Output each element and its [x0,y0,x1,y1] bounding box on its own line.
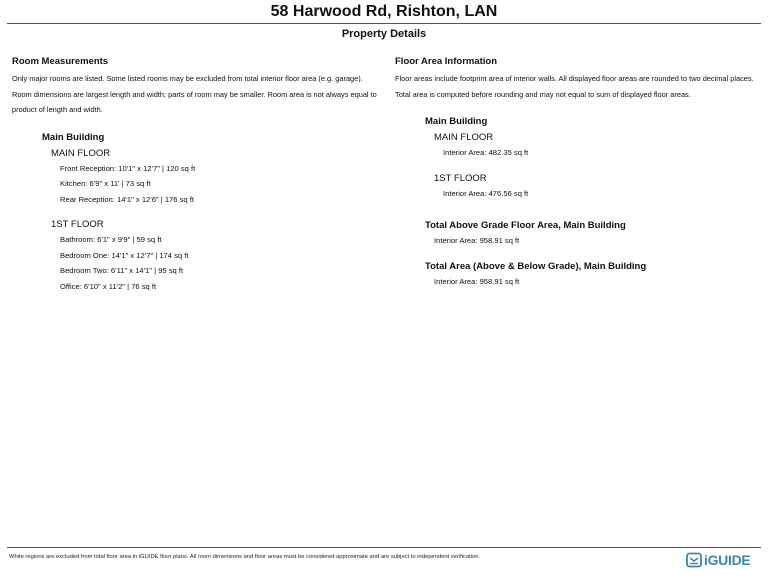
total-above-grade-value: Interior Area: 958.91 sq ft [434,236,520,245]
page-title: 58 Harwood Rd, Rishton, LAN [270,3,498,20]
room-measurements-heading: Room Measurements [12,56,109,67]
floor-area-heading: Floor Area Information [395,56,498,67]
room-item: Front Reception: 10'1" x 12'7" | 120 sq ft [60,163,196,173]
floor-heading-1st: 1ST FLOOR [51,219,104,230]
room-measurements-description: Only major rooms are listed. Some listed rooms may be excluded from total interior floor area (e.g. garage). Room dimensions are largest length and width; parts of room may be smaller. Room area is not always equal to product of length and width. [12,74,377,114]
floor-heading-main: MAIN FLOOR [51,147,111,159]
iguide-logo-text: iGUIDE [704,552,751,568]
iguide-logo [686,549,750,571]
total-above-grade-heading: Total Above Grade Floor Area, Main Building [425,220,626,231]
room-item: Bedroom Two: 6'11" x 14'1" | 95 sq ft [60,266,184,275]
room-item: Kitchen: 6'9" x 11' | 73 sq ft [60,179,151,188]
floor-area-value: Interior Area: 476.56 sq ft [443,188,529,198]
floor-area-description: Floor areas include footprint area of interior walls. All displayed floor areas are rounded to two decimal places. Total area is computed before rounding and may not equal to sum of displayed floor areas. [395,74,754,99]
total-area-value: Interior Area: 958.91 sq ft [434,277,520,286]
building-heading: Main Building [425,116,488,127]
header-divider [7,23,761,24]
building-heading: Main Building [42,131,105,143]
room-item: Office: 6'10" x 11'2" | 76 sq ft [60,281,157,291]
floor-heading-main: MAIN FLOOR [434,132,494,143]
floor-area-section [395,56,765,289]
iguide-logo-icon [686,552,702,568]
room-measurements-section [12,56,382,294]
footer-divider [7,547,761,548]
room-item: Bathroom: 6'1" x 9'9" | 59 sq ft [60,235,162,244]
footer-note: White regions are excluded from total floor area in iGUIDE floor plans. All room dimensions and floor areas must be considered approximate and are subject to independent verification. [9,554,481,560]
room-item: Bedroom One: 14'1" x 12'7" | 174 sq ft [60,250,189,260]
floor-heading-1st: 1ST FLOOR [434,172,487,184]
room-item: Rear Reception: 14'1" x 12'6" | 176 sq ft [60,194,194,204]
total-area-heading: Total Area (Above & Below Grade), Main Building [425,261,647,272]
floor-area-value: Interior Area: 482.35 sq ft [443,148,529,157]
page-subtitle: Property Details [341,28,427,40]
